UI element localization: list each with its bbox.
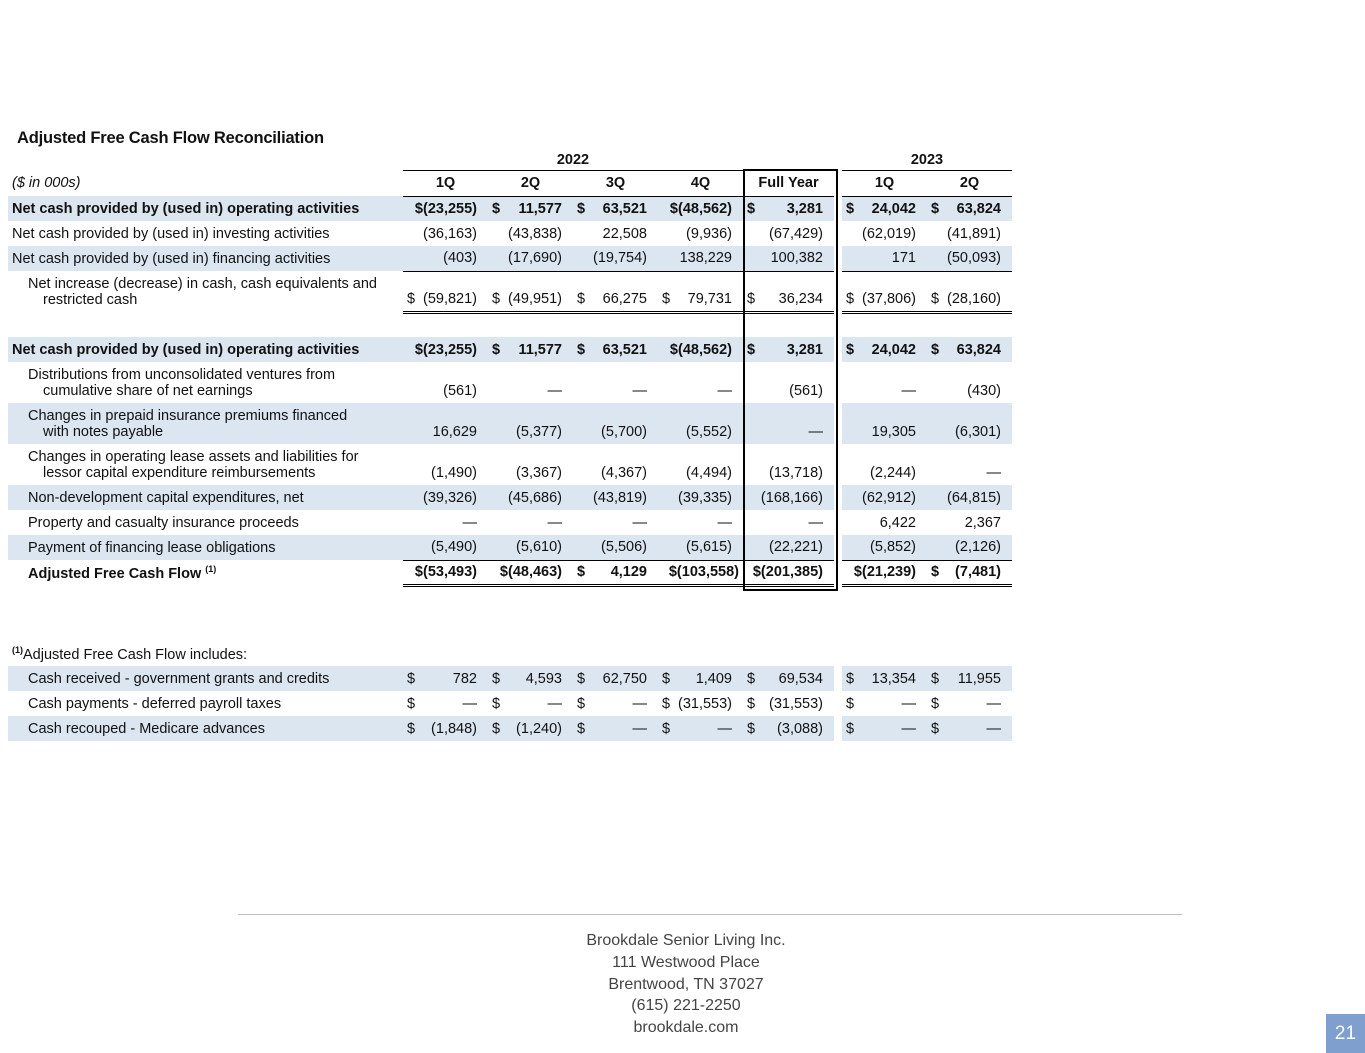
table-row — [8, 362, 1012, 403]
cell: $ 13,354 — [842, 666, 927, 691]
cell: (9,936) — [686, 225, 732, 242]
col-2022-4q: 4Q — [658, 170, 743, 196]
cell: $ (37,806) — [842, 271, 927, 312]
cell: (39,335) — [658, 485, 743, 510]
row-label: Cash received - government grants and credits — [8, 666, 403, 691]
table-row — [8, 691, 1012, 716]
col-2022-full-year: Full Year — [743, 170, 834, 196]
cell: (561) — [443, 383, 477, 399]
cell: $ 782 — [403, 666, 488, 691]
cell: $ (1,848) — [403, 716, 488, 741]
cell: $ 63,521 — [573, 196, 658, 221]
cell: (50,093) — [927, 246, 1012, 271]
company-address — [486, 930, 886, 1039]
cell: (39,326) — [403, 485, 488, 510]
row-label: Payment of financing lease obligations — [8, 535, 403, 560]
cell: 171 — [842, 246, 927, 271]
cell: $ 24,042 — [842, 337, 927, 362]
cell: $ 66,275 — [573, 271, 658, 312]
cell: — — [901, 383, 916, 399]
table-row — [8, 221, 1012, 246]
cell: $(48,562) — [658, 196, 743, 221]
cell: (4,494) — [686, 465, 732, 481]
cell: $ — — [658, 716, 743, 741]
col-2023-2q: 2Q — [927, 170, 1012, 196]
company-name: Brookdale Senior Living Inc. — [586, 932, 786, 949]
cell: (62,912) — [842, 485, 927, 510]
cell: (64,815) — [927, 485, 1012, 510]
cell: $ 36,234 — [743, 271, 834, 312]
row-label: Non-development capital expenditures, net — [8, 485, 403, 510]
row-label: Cash recouped - Medicare advances — [8, 716, 403, 741]
cell: — — [632, 383, 647, 399]
cell: (5,377) — [488, 403, 573, 444]
cell: 6,422 — [879, 514, 916, 531]
row-label: Changes in prepaid insurance premiums financed with notes payable — [8, 403, 403, 444]
cell: (1,490) — [431, 465, 477, 481]
cell: (5,490) — [403, 535, 488, 560]
cell: — — [547, 383, 562, 399]
row-label: Net cash provided by (used in) operating activities — [8, 337, 403, 362]
cell: $ 4,129 — [573, 560, 658, 585]
cell: 22,508 — [602, 225, 647, 242]
year-header-row — [8, 148, 1012, 170]
cell: $ 3,281 — [743, 196, 834, 221]
cell: (5,852) — [842, 535, 927, 560]
cell: $ (7,481) — [927, 560, 1012, 585]
cell: $ 63,824 — [927, 196, 1012, 221]
cell: $(103,558) — [658, 560, 743, 585]
col-2022-3q: 3Q — [573, 170, 658, 196]
cell: (561) — [789, 383, 823, 399]
company-phone: (615) 221-2250 — [631, 997, 741, 1015]
col-2022-1q: 1Q — [403, 170, 488, 196]
cell: (4,367) — [601, 465, 647, 481]
cell: (430) — [967, 383, 1001, 399]
row-label: Net increase (decrease) in cash, cash equivalents and restricted cash — [28, 276, 377, 308]
report-title: Adjusted Free Cash Flow Reconciliation — [17, 129, 324, 147]
cell: $ — — [931, 695, 1001, 712]
cell: 2,367 — [964, 514, 1001, 531]
table-row — [8, 444, 1012, 485]
cell: $ — — [927, 716, 1012, 741]
cell: $ 63,521 — [573, 337, 658, 362]
cell: (67,429) — [768, 225, 823, 242]
cell: $ (31,553) — [662, 695, 732, 712]
cell: (36,163) — [422, 225, 477, 242]
cell: (403) — [403, 246, 488, 271]
footnote-intro-row — [8, 641, 1012, 666]
table-row — [8, 246, 1012, 271]
cell: $(201,385) — [743, 560, 834, 585]
cell: $ 1,409 — [658, 666, 743, 691]
cell: $(53,493) — [403, 560, 488, 585]
page-number-badge: 21 — [1326, 1014, 1365, 1053]
cell: $ (3,088) — [743, 716, 834, 741]
cell: 19,305 — [842, 403, 927, 444]
cell: (168,166) — [743, 485, 834, 510]
company-city: Brentwood, TN 37027 — [608, 975, 764, 993]
cell: 138,229 — [658, 246, 743, 271]
footnote-intro: $^{(1)}$Adjusted Free Cash Flow includes: — [12, 644, 248, 663]
row-label: Net cash provided by (used in) financing activities — [8, 246, 403, 271]
col-2022-2q: 2Q — [488, 170, 573, 196]
table-row — [8, 560, 1012, 585]
cell: $ 63,824 — [927, 337, 1012, 362]
cell: $ 11,577 — [488, 196, 573, 221]
column-header-row — [8, 170, 1012, 196]
cell: $ — — [577, 695, 647, 712]
table-row — [8, 196, 1012, 221]
table-row — [8, 337, 1012, 362]
cell: $ — — [846, 695, 916, 712]
cell: $ — — [842, 716, 927, 741]
cell: (5,506) — [573, 535, 658, 560]
company-street: 111 Westwood Place — [612, 953, 760, 971]
cell: — — [808, 514, 823, 531]
footnote-table — [8, 641, 1012, 741]
cell: $(48,463) — [488, 560, 573, 585]
row-label: Property and casualty insurance proceeds — [28, 514, 299, 531]
cell: (13,718) — [768, 465, 823, 481]
cell: $ 3,281 — [743, 337, 834, 362]
row-label: Cash payments - deferred payroll taxes — [28, 695, 282, 712]
footer-divider — [238, 914, 1182, 915]
cell: $ — — [573, 716, 658, 741]
row-label: Net cash provided by (used in) operating activities — [8, 196, 403, 221]
row-label: Adjusted Free Cash Flow $^{(1)}$ — [28, 563, 217, 582]
cell: $(21,239) — [842, 560, 927, 585]
cell: — — [547, 514, 562, 531]
cell: $ — — [407, 695, 477, 712]
cell: (2,126) — [927, 535, 1012, 560]
row-label: Net cash provided by (used in) investing activities — [12, 225, 330, 242]
company-website: brookdale.com — [633, 1019, 739, 1037]
cell: — — [462, 514, 477, 531]
cell: $ (28,160) — [927, 271, 1012, 312]
cash-flow-table — [8, 148, 1012, 587]
cell: $ 4,593 — [488, 666, 573, 691]
table-row — [8, 666, 1012, 691]
cell: 16,629 — [403, 403, 488, 444]
row-label: Distributions from unconsolidated ventures from cumulative share of net earnings — [28, 367, 336, 399]
table-row — [8, 510, 1012, 535]
cell: $(48,562) — [658, 337, 743, 362]
year-2023: 2023 — [842, 148, 1012, 170]
cell: 100,382 — [743, 246, 834, 271]
cell: $ (49,951) — [488, 271, 573, 312]
cell: $ 24,042 — [842, 196, 927, 221]
cell: (41,891) — [946, 225, 1001, 242]
cell: $ — — [492, 695, 562, 712]
cell: $ (59,821) — [403, 271, 488, 312]
cell: (6,301) — [927, 403, 1012, 444]
cell: (43,838) — [507, 225, 562, 242]
table-row — [8, 271, 1012, 312]
cell: (5,610) — [488, 535, 573, 560]
cell: (62,019) — [861, 225, 916, 242]
table-row — [8, 485, 1012, 510]
cell: $ 11,577 — [488, 337, 573, 362]
cell: $(23,255) — [403, 196, 488, 221]
cell: — — [632, 514, 647, 531]
col-2023-1q: 1Q — [842, 170, 927, 196]
cell: $ (31,553) — [747, 695, 823, 712]
cell: (43,819) — [573, 485, 658, 510]
cell: (22,221) — [743, 535, 834, 560]
table-row — [8, 403, 1012, 444]
table-row — [8, 535, 1012, 560]
cell: — — [743, 403, 834, 444]
cell: $(23,255) — [403, 337, 488, 362]
cell: $ 62,750 — [573, 666, 658, 691]
cell: — — [717, 383, 732, 399]
cell: — — [717, 514, 732, 531]
cell: (45,686) — [488, 485, 573, 510]
units-label: ($ in 000s) — [12, 175, 81, 191]
cell: (19,754) — [573, 246, 658, 271]
cell: (17,690) — [488, 246, 573, 271]
cell: $ 11,955 — [927, 666, 1012, 691]
cell: $ (1,240) — [488, 716, 573, 741]
row-label: Changes in operating lease assets and liabilities for lessor capital expenditure reimbursements — [28, 449, 359, 481]
cell: (5,615) — [658, 535, 743, 560]
year-2022: 2022 — [403, 148, 743, 170]
cell: (5,552) — [658, 403, 743, 444]
cell: — — [986, 465, 1001, 481]
table-row — [8, 716, 1012, 741]
cell: (2,244) — [870, 465, 916, 481]
cell: $ 79,731 — [658, 271, 743, 312]
cell: (3,367) — [516, 465, 562, 481]
cell: $ 69,534 — [743, 666, 834, 691]
cell: (5,700) — [573, 403, 658, 444]
